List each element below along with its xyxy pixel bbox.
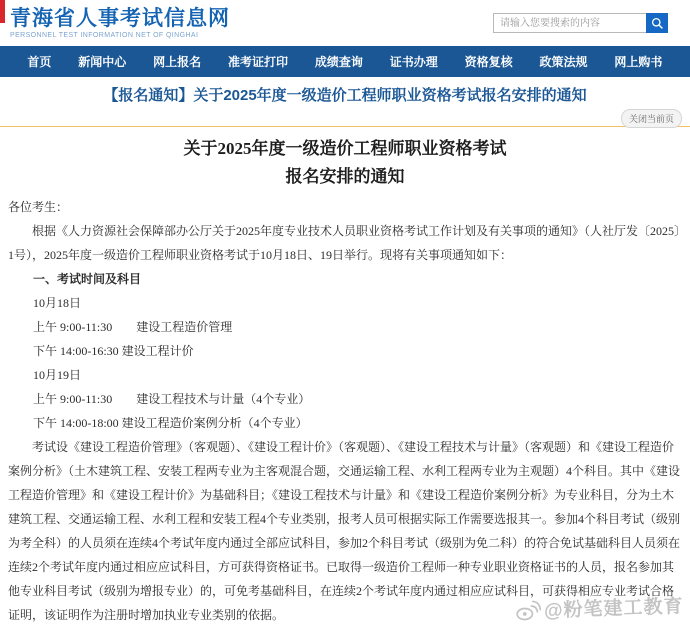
exam-session-oct19-pm: 下午 14:00-18:00 建设工程造价案例分析（4个专业） [33, 416, 308, 430]
exam-date-oct19: 10月19日 [33, 368, 82, 382]
paragraph-basis: 根据《人力资源社会保障部办公厅关于2025年度专业技术人员职业资格考试工作计划及有关事项的通知》（人社厅发〔2025〕1号），2025年度一级造价工程师职业资格考试于10月18日、19日举行。现将有关事项通知如下： [8, 224, 681, 262]
search-input[interactable] [493, 13, 646, 33]
nav-item-home[interactable]: 首页 [27, 55, 52, 69]
article-body [8, 195, 685, 627]
logo-emblem [0, 0, 5, 23]
page-title: 【报名通知】关于2025年度一级造价工程师职业资格考试报名安排的通知 [103, 87, 587, 104]
site-logo-title: 青海省人事考试信息网 [10, 6, 230, 30]
exam-session-oct19-am: 上午 9:00-11:30 建设工程技术与计量（4个专业） [33, 392, 311, 406]
site-logo [8, 7, 230, 40]
site-logo-subtitle: PERSONNEL TEST INFORMATION NET OF QINGHAI [10, 31, 199, 39]
nav-item-score-inquiry[interactable]: 成绩查询 [314, 55, 363, 69]
nav-item-online-bookstore[interactable]: 网上购书 [614, 55, 663, 69]
site-header [0, 0, 690, 46]
nav-item-qualification-review[interactable]: 资格复核 [464, 55, 513, 69]
notice-article [0, 127, 690, 627]
watermark-text: @粉笔建工教育 [544, 596, 685, 622]
nav-item-policies-regulations[interactable]: 政策法规 [539, 55, 588, 69]
article-title-line1: 关于2025年度一级造价工程师职业资格考试 [183, 139, 507, 158]
article-title-line2: 报名安排的通知 [285, 167, 405, 186]
search-icon [651, 17, 664, 30]
logo-text [8, 7, 230, 40]
close-page-button[interactable]: 关闭当前页 [621, 109, 682, 128]
nav-item-admission-ticket-print[interactable]: 准考证打印 [228, 55, 289, 69]
paragraph-subjects-detail: 考试设《建设工程造价管理》（客观题）、《建设工程计价》（客观题）、《建设工程技术与计量》（客观题）和《建设工程造价案例分析》（土木建筑工程、安装工程两专业为主客观混合题，交通运输工程、水利工程两专业为主观题）4个科目。其中《建设工程造价管理》和《建设工程计价》为基础科目；《建设工程技术与计量》和《建设工程造价案例分析》为专业科目，分为土木建筑工程、交通运输工程、水利工程和安装工程4个专业类别，报考人员可根据实际工作需要选报其一。参加4个科目考试（级别为考全科）的人员须在连续4个考试年度内通过全部应试科目，参加2个科目考试（级别为免二科）的符合免试基础科目人员须在连续2个考试年度内通过相应应试科目，方可获得资格证书。已取得一级造价工程师一种专业职业资格证书的人员，报名参加其他专业科目考试（级别为增报专业）的，可免考基础科目，在连续2个考试年度内通过相应应试科目，可获得相应专业考试合格证明，该证明作为注册时增加执业专业类别的依据。 [8, 440, 681, 622]
close-row [0, 106, 690, 126]
nav-item-online-registration[interactable]: 网上报名 [153, 55, 202, 69]
nav-item-news-center[interactable]: 新闻中心 [78, 55, 127, 69]
nav-item-certificate-processing[interactable]: 证书办理 [389, 55, 438, 69]
search-area [493, 13, 668, 33]
main-nav [0, 46, 690, 77]
page-title-bar [0, 77, 690, 126]
exam-session-oct18-pm: 下午 14:00-16:30 建设工程计价 [33, 344, 194, 358]
exam-session-oct18-am: 上午 9:00-11:30 建设工程造价管理 [33, 320, 233, 334]
section-heading-exam-time: 一、考试时间及科目 [33, 272, 142, 286]
search-button[interactable] [646, 13, 668, 33]
exam-date-oct18: 10月18日 [33, 296, 82, 310]
salutation: 各位考生： [8, 200, 69, 214]
